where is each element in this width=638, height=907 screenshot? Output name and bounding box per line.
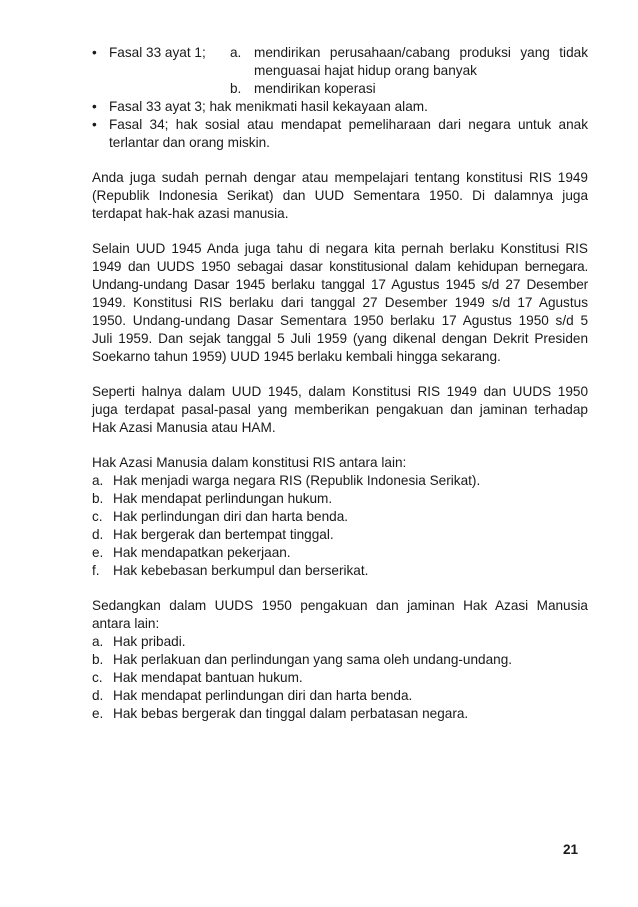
paragraph-line: (Republik Indonesia Serikat) dan UUD Sementara 1950. Di dalamnya juga (92, 188, 588, 203)
section-intro: antara lain: (92, 616, 160, 631)
list-item-text: Hak mendapat bantuan hukum. (113, 670, 303, 685)
bullet-item-fasal-34 (92, 116, 588, 134)
paragraph-line: Selain UUD 1945 Anda juga tahu di negara kita pernah berlaku Konstitusi RIS (92, 241, 588, 256)
list-marker: e. (92, 545, 104, 560)
list-item-text: Hak bebas bergerak dan tinggal dalam perbatasan negara. (113, 706, 469, 721)
list-item (92, 705, 588, 723)
list-item-text: Hak mendapat perlindungan hukum. (113, 491, 333, 506)
bullet-item-fasal-33-3 (92, 98, 588, 116)
list-item-text: Hak bergerak dan bertempat tinggal. (113, 527, 334, 542)
list-item-text: Hak kebebasan berkumpul dan berserikat. (113, 563, 369, 578)
section-intro: Hak Azasi Manusia dalam konstitusi RIS antara lain: (92, 455, 407, 470)
uuds-rights-section (92, 597, 588, 723)
bullet-icon: • (92, 117, 97, 132)
sub-item-text: mendirikan koperasi (254, 81, 376, 96)
list-item-text: Hak mendapatkan pekerjaan. (113, 545, 291, 560)
bullet-item-text: Fasal 33 ayat 3; hak menikmati hasil kekayaan alam. (109, 99, 428, 114)
list-marker: c. (92, 509, 103, 524)
paragraph-konstitusi-ris (92, 169, 588, 223)
list-marker: a. (92, 634, 104, 649)
paragraph-line: Juli 1959. Dan sejak tanggal 5 Juli 1959 (yang dikenal dengan Dekrit Presiden (92, 331, 588, 346)
list-marker: b. (92, 652, 104, 667)
list-item-text: Hak pribadi. (113, 634, 186, 649)
list-item-text: Hak perlindungan diri dan harta benda. (113, 509, 349, 524)
list-item (92, 651, 588, 669)
list-marker: d. (92, 688, 104, 703)
list-item (92, 526, 588, 544)
list-item (92, 633, 588, 651)
top-bullet-list (92, 44, 588, 152)
list-item (92, 508, 588, 526)
list-item (92, 562, 588, 580)
ris-rights-section (92, 454, 588, 580)
paragraph-pengakuan-ham (92, 383, 588, 437)
list-item (92, 472, 588, 490)
paragraph-line: juga terdapat pasal-pasal yang memberikan pengakuan dan jaminan terhadap (92, 402, 588, 417)
list-item (92, 490, 588, 508)
list-item (92, 544, 588, 562)
paragraph-line: 1949 dan UUDS 1950 sebagai dasar konstitusional dalam kehidupan bernegara. (92, 259, 588, 274)
bullet-item-label: Fasal 33 ayat 1; (109, 45, 206, 60)
section-intro: Sedangkan dalam UUDS 1950 pengakuan dan jaminan Hak Azasi Manusia (92, 598, 588, 613)
bullet-icon: • (92, 99, 97, 114)
list-item-text: Hak mendapat perlindungan diri dan harta benda. (113, 688, 413, 703)
paragraph-line: Undang-undang Dasar 1945 berlaku tanggal 17 Agustus 1945 s/d 27 Desember (92, 277, 588, 292)
paragraph-line: Anda juga sudah pernah dengar atau mempelajari tentang konstitusi RIS 1949 (92, 170, 588, 185)
paragraph-line: Hak Azasi Manusia atau HAM. (92, 420, 276, 435)
paragraph-line: 1949. Konstitusi RIS berlaku dari tanggal 27 Desember 1949 s/d 17 Agustus (92, 295, 588, 310)
bullet-item-fasal-33-1 (92, 44, 588, 62)
list-item (92, 669, 588, 687)
bullet-item-text: Fasal 34; hak sosial atau mendapat pemeliharaan dari negara untuk anak (109, 117, 588, 132)
list-marker: b. (92, 491, 104, 506)
list-marker: d. (92, 527, 104, 542)
list-marker: e. (92, 706, 104, 721)
paragraph-line: Soekarno tahun 1959) UUD 1945 berlaku kembali hingga sekarang. (92, 349, 501, 364)
paragraph-line: terdapat hak-hak azasi manusia. (92, 206, 289, 221)
list-marker: c. (92, 670, 103, 685)
paragraph-line: 1950. Undang-undang Dasar Sementara 1950 berlaku 17 Agustus 1950 s/d 5 (92, 313, 588, 328)
sub-item-marker: b. (230, 81, 242, 96)
sub-item-continuation (92, 62, 588, 80)
sub-item-text: menguasai hajat hidup orang banyak (254, 63, 477, 78)
sub-item-marker: a. (230, 45, 242, 60)
bullet-icon: • (92, 45, 97, 60)
bullet-item-continuation (92, 134, 588, 152)
list-marker: a. (92, 473, 104, 488)
list-item-text: Hak menjadi warga negara RIS (Republik Indonesia Serikat). (113, 473, 481, 488)
document-page (92, 44, 588, 723)
paragraph-sejarah-uud (92, 240, 588, 366)
page-number: 21 (563, 842, 579, 857)
sub-item-b (92, 80, 588, 98)
list-item-text: Hak perlakuan dan perlindungan yang sama oleh undang-undang. (113, 652, 513, 667)
sub-item-text: mendirikan perusahaan/cabang produksi yang tidak (254, 45, 588, 60)
list-marker: f. (92, 563, 100, 578)
paragraph-line: Seperti halnya dalam UUD 1945, dalam Konstitusi RIS 1949 dan UUDS 1950 (92, 384, 588, 399)
list-item (92, 687, 588, 705)
bullet-item-text: terlantar dan orang miskin. (109, 135, 270, 150)
